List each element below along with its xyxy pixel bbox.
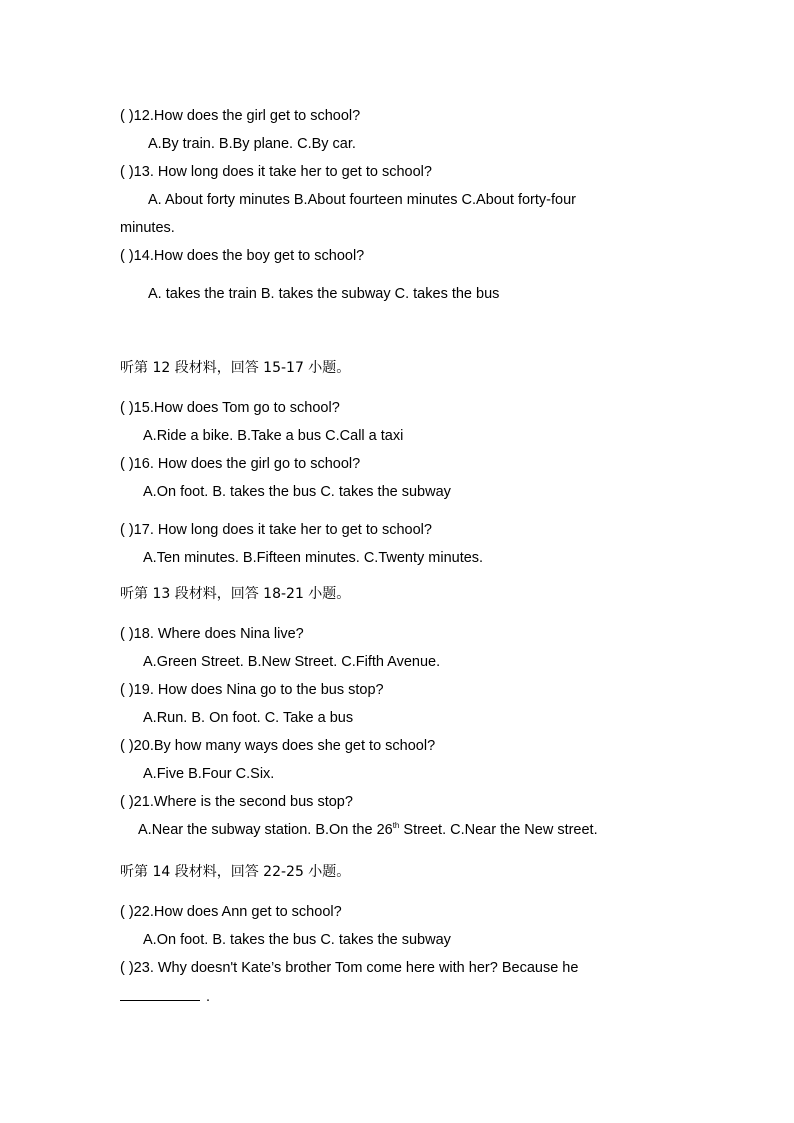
question-13-options-continued: minutes. bbox=[120, 220, 175, 236]
answer-blank[interactable] bbox=[120, 986, 200, 1001]
question-21-option-b: Street. C.Near the New street. bbox=[399, 822, 598, 838]
question-13-options: A. About forty minutes B.About fourteen minutes C.About forty-four bbox=[148, 192, 576, 208]
question-19-options: A.Run. B. On foot. C. Take a bus bbox=[143, 710, 354, 726]
question-21-options bbox=[138, 820, 598, 840]
section-heading-14: 听第 14 段材料，回答 22-25 小题。 bbox=[120, 864, 351, 880]
question-14: ( )14.How does the boy get to school? bbox=[120, 248, 365, 264]
question-23-answer-line bbox=[120, 986, 210, 1007]
question-16: ( )16. How does the girl go to school? bbox=[120, 456, 361, 472]
section-heading-12: 听第 12 段材料，回答 15-17 小题。 bbox=[120, 360, 351, 376]
question-23: ( )23. Why doesn't Kate’s brother Tom come here with her? Because he bbox=[120, 960, 579, 976]
question-20: ( )20.By how many ways does she get to school? bbox=[120, 738, 436, 754]
section-heading-13: 听第 13 段材料，回答 18-21 小题。 bbox=[120, 586, 351, 602]
question-17: ( )17. How long does it take her to get to school? bbox=[120, 522, 432, 538]
question-15: ( )15.How does Tom go to school? bbox=[120, 400, 340, 416]
question-18-options: A.Green Street. B.New Street. C.Fifth Avenue. bbox=[143, 654, 441, 670]
question-21-option-a: A.Near the subway station. B.On the 26 bbox=[138, 822, 393, 838]
question-19: ( )19. How does Nina go to the bus stop? bbox=[120, 682, 384, 698]
question-22-options: A.On foot. B. takes the bus C. takes the subway bbox=[143, 932, 451, 948]
question-12: ( )12.How does the girl get to school? bbox=[120, 108, 361, 124]
question-16-options: A.On foot. B. takes the bus C. takes the subway bbox=[143, 484, 451, 500]
question-12-options: A.By train. B.By plane. C.By car. bbox=[148, 136, 356, 152]
question-20-options: A.Five B.Four C.Six. bbox=[143, 766, 275, 782]
question-14-options: A. takes the train B. takes the subway C. takes the bus bbox=[148, 286, 500, 302]
question-17-options: A.Ten minutes. B.Fifteen minutes. C.Twenty minutes. bbox=[143, 550, 484, 566]
ordinal-suffix: th bbox=[392, 821, 400, 831]
question-23-end: . bbox=[206, 989, 211, 1005]
question-21: ( )21.Where is the second bus stop? bbox=[120, 794, 353, 810]
question-18: ( )18. Where does Nina live? bbox=[120, 626, 304, 642]
question-13: ( )13. How long does it take her to get to school? bbox=[120, 164, 432, 180]
question-15-options: A.Ride a bike. B.Take a bus C.Call a taxi bbox=[143, 428, 404, 444]
question-22: ( )22.How does Ann get to school? bbox=[120, 904, 342, 920]
